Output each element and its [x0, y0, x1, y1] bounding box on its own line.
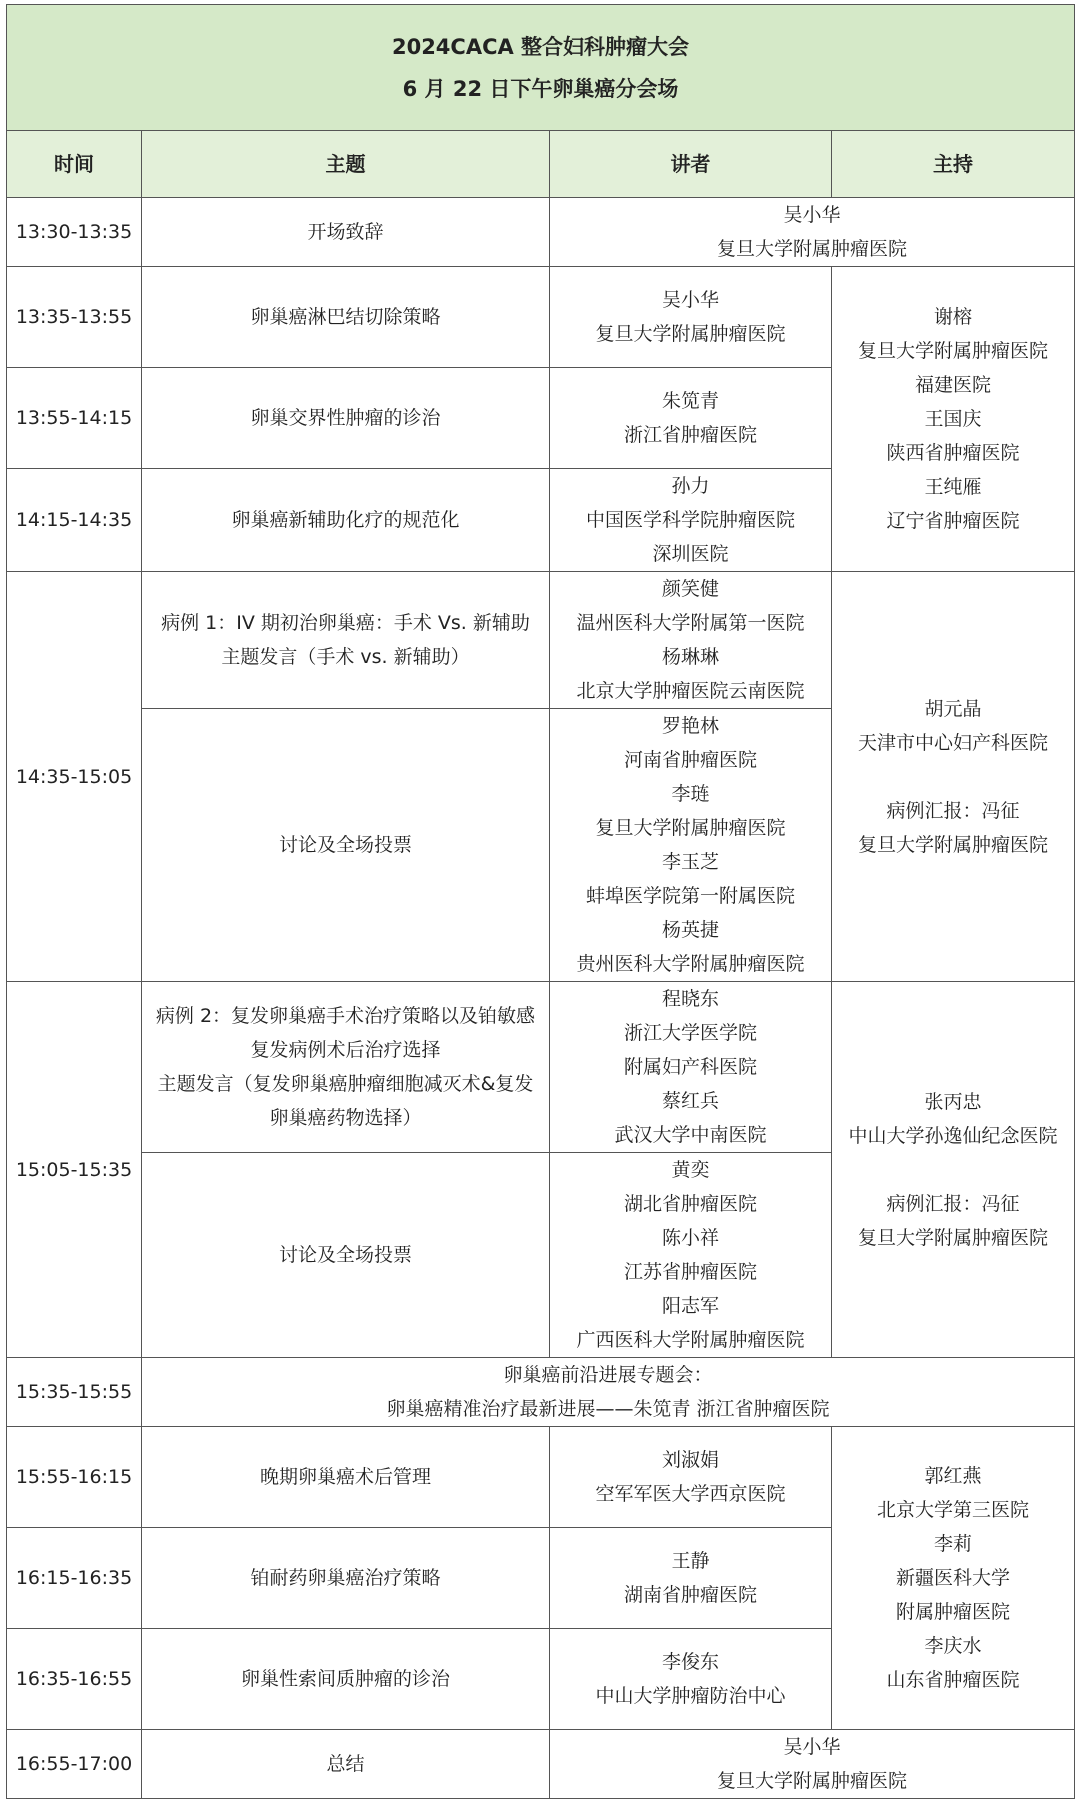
time-cell: 16:35-16:55 — [7, 1629, 142, 1730]
topic-cell: 讨论及全场投票 — [142, 1153, 550, 1358]
topic-cell: 卵巢癌前沿进展专题会： 卵巢癌精准治疗最新进展——朱笕青 浙江省肿瘤医院 — [142, 1358, 1075, 1427]
topic-cell: 开场致辞 — [142, 198, 550, 267]
speaker-cell: 吴小华 复旦大学附属肿瘤医院 — [550, 267, 832, 368]
time-cell: 14:35-15:05 — [7, 572, 142, 982]
table-row — [7, 1358, 1075, 1427]
topic-cell: 卵巢癌新辅助化疗的规范化 — [142, 469, 550, 572]
table-row — [7, 572, 1075, 709]
host-cell: 谢榕 复旦大学附属肿瘤医院 福建医院 王国庆 陕西省肿瘤医院 王纯雁 辽宁省肿瘤医院 — [832, 267, 1075, 572]
time-cell: 15:05-15:35 — [7, 982, 142, 1358]
host-cell: 张丙忠 中山大学孙逸仙纪念医院 病例汇报：冯征 复旦大学附属肿瘤医院 — [832, 982, 1075, 1358]
header-row — [7, 131, 1075, 198]
time-cell: 16:55-17:00 — [7, 1730, 142, 1799]
topic-cell: 卵巢交界性肿瘤的诊治 — [142, 368, 550, 469]
topic-cell: 病例 1：IV 期初治卵巢癌：手术 Vs. 新辅助 主题发言（手术 vs. 新辅助） — [142, 572, 550, 709]
speaker-cell: 罗艳林 河南省肿瘤医院 李琏 复旦大学附属肿瘤医院 李玉芝 蚌埠医学院第一附属医院 杨英捷 贵州医科大学附属肿瘤医院 — [550, 709, 832, 982]
time-cell: 16:15-16:35 — [7, 1528, 142, 1629]
header-host: 主持 — [832, 131, 1075, 198]
title-line-1: 2024CACA 整合妇科肿瘤大会 — [391, 34, 690, 59]
speaker-cell: 颜笑健 温州医科大学附属第一医院 杨琳琳 北京大学肿瘤医院云南医院 — [550, 572, 832, 709]
topic-cell: 讨论及全场投票 — [142, 709, 550, 982]
speaker-cell: 程晓东 浙江大学医学院 附属妇产科医院 蔡红兵 武汉大学中南医院 — [550, 982, 832, 1153]
topic-cell: 卵巢性索间质肿瘤的诊治 — [142, 1629, 550, 1730]
table-row — [7, 982, 1075, 1153]
agenda-table — [6, 4, 1075, 1799]
speaker-cell: 吴小华 复旦大学附属肿瘤医院 — [550, 1730, 1075, 1799]
time-cell: 15:55-16:15 — [7, 1427, 142, 1528]
topic-cell: 铂耐药卵巢癌治疗策略 — [142, 1528, 550, 1629]
speaker-cell: 刘淑娟 空军军医大学西京医院 — [550, 1427, 832, 1528]
speaker-cell: 吴小华 复旦大学附属肿瘤医院 — [550, 198, 1075, 267]
agenda-container — [6, 4, 1074, 1799]
table-row — [7, 267, 1075, 368]
speaker-cell: 李俊东 中山大学肿瘤防治中心 — [550, 1629, 832, 1730]
table-row — [7, 1730, 1075, 1799]
topic-cell: 病例 2：复发卵巢癌手术治疗策略以及铂敏感 复发病例术后治疗选择 主题发言（复发卵巢癌肿瘤细胞减灭术&复发 卵巢癌药物选择） — [142, 982, 550, 1153]
host-cell: 郭红燕 北京大学第三医院 李莉 新疆医科大学 附属肿瘤医院 李庆水 山东省肿瘤医院 — [832, 1427, 1075, 1730]
time-cell: 14:15-14:35 — [7, 469, 142, 572]
speaker-cell: 王静 湖南省肿瘤医院 — [550, 1528, 832, 1629]
topic-cell: 卵巢癌淋巴结切除策略 — [142, 267, 550, 368]
time-cell: 13:55-14:15 — [7, 368, 142, 469]
header-topic: 主题 — [142, 131, 550, 198]
time-cell: 13:35-13:55 — [7, 267, 142, 368]
speaker-cell: 孙力 中国医学科学院肿瘤医院 深圳医院 — [550, 469, 832, 572]
time-cell: 13:30-13:35 — [7, 198, 142, 267]
title-line-2: 6 月 22 日下午卵巢癌分会场 — [402, 76, 679, 101]
agenda-title — [7, 5, 1075, 131]
topic-cell: 总结 — [142, 1730, 550, 1799]
time-cell: 15:35-15:55 — [7, 1358, 142, 1427]
speaker-cell: 朱笕青 浙江省肿瘤医院 — [550, 368, 832, 469]
topic-cell: 晚期卵巢癌术后管理 — [142, 1427, 550, 1528]
speaker-cell: 黄奕 湖北省肿瘤医院 陈小祥 江苏省肿瘤医院 阳志军 广西医科大学附属肿瘤医院 — [550, 1153, 832, 1358]
table-row — [7, 1427, 1075, 1528]
header-speaker: 讲者 — [550, 131, 832, 198]
header-time: 时间 — [7, 131, 142, 198]
table-row — [7, 198, 1075, 267]
title-row — [7, 5, 1075, 131]
host-cell: 胡元晶 天津市中心妇产科医院 病例汇报：冯征 复旦大学附属肿瘤医院 — [832, 572, 1075, 982]
